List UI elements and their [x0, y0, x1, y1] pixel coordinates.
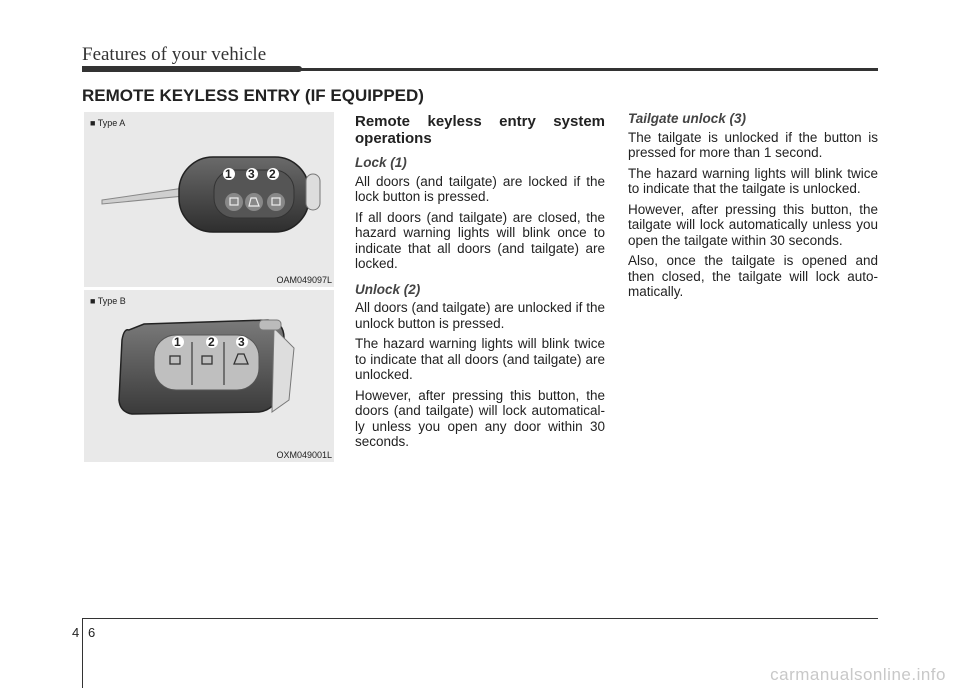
- unlock-heading: Unlock (2): [355, 281, 421, 297]
- tailgate-paragraph-2: The hazard warning lights will blink twice to indicate that the tailgate is unlocked.: [628, 165, 878, 196]
- tailgate-heading: Tailgate unlock (3): [628, 111, 747, 126]
- button-number-a2: 3: [248, 167, 255, 181]
- figure-type-a: [84, 112, 334, 287]
- smart-key-illustration: [84, 290, 334, 462]
- button-number-a3: 2: [269, 167, 276, 181]
- flip-key-illustration: [84, 112, 334, 287]
- unlock-paragraph-2: The hazard warning lights will blink twice to indicate that all doors (and tailgate) are unlocked.: [355, 336, 605, 382]
- column-operations: [355, 113, 605, 455]
- operations-heading: Remote keyless entry system operations: [355, 113, 605, 147]
- type-b-label: ■ Type B: [90, 296, 126, 306]
- tailgate-paragraph-4: Also, once the tailgate is opened and then closed, the tailgate will lock auto-matically.: [628, 253, 878, 299]
- watermark: carmanualsonline.info: [770, 665, 946, 684]
- section-title: REMOTE KEYLESS ENTRY (IF EQUIPPED): [82, 86, 424, 105]
- tailgate-paragraph-1: The tailgate is unlocked if the button is pressed for more than 1 second.: [628, 129, 878, 160]
- footer-rule: [82, 618, 878, 619]
- header-title: Features of your vehicle: [82, 44, 267, 65]
- figure-code-b: OXM049001L: [276, 450, 332, 460]
- button-number-b3: 3: [238, 335, 245, 349]
- figure-code-a: OAM049097L: [276, 275, 332, 285]
- page-number-page: 6: [88, 625, 96, 640]
- page-number-section: 4: [72, 625, 80, 640]
- button-number-b2: 2: [208, 335, 215, 349]
- button-number-b1: 1: [174, 335, 181, 349]
- footer-divider: [82, 618, 83, 688]
- tailgate-paragraph-3: However, after pressing this button, the tailgate will lock automatically unless you open the tailgate within 30 seconds.: [628, 201, 878, 248]
- lock-paragraph-2: If all doors (and tailgate) are closed, the hazard warning lights will blink once to indicate that all doors (and tailgate) are locked.: [355, 209, 605, 271]
- column-tailgate: [628, 111, 878, 305]
- lock-heading: Lock (1): [355, 155, 407, 170]
- type-a-label: ■ Type A: [90, 118, 126, 128]
- lock-paragraph-1: All doors (and tailgate) are locked if the lock button is pressed.: [355, 173, 605, 204]
- button-number-a1: 1: [225, 167, 232, 181]
- header-tab: [82, 66, 302, 72]
- unlock-paragraph-3: However, after pressing this button, the doors (and tailgate) will lock automatical-ly unless you open any door within 30 seconds.: [355, 387, 605, 449]
- unlock-paragraph-1: All doors (and tailgate) are unlocked if the unlock button is pressed.: [355, 300, 605, 331]
- figure-type-b: [84, 290, 334, 462]
